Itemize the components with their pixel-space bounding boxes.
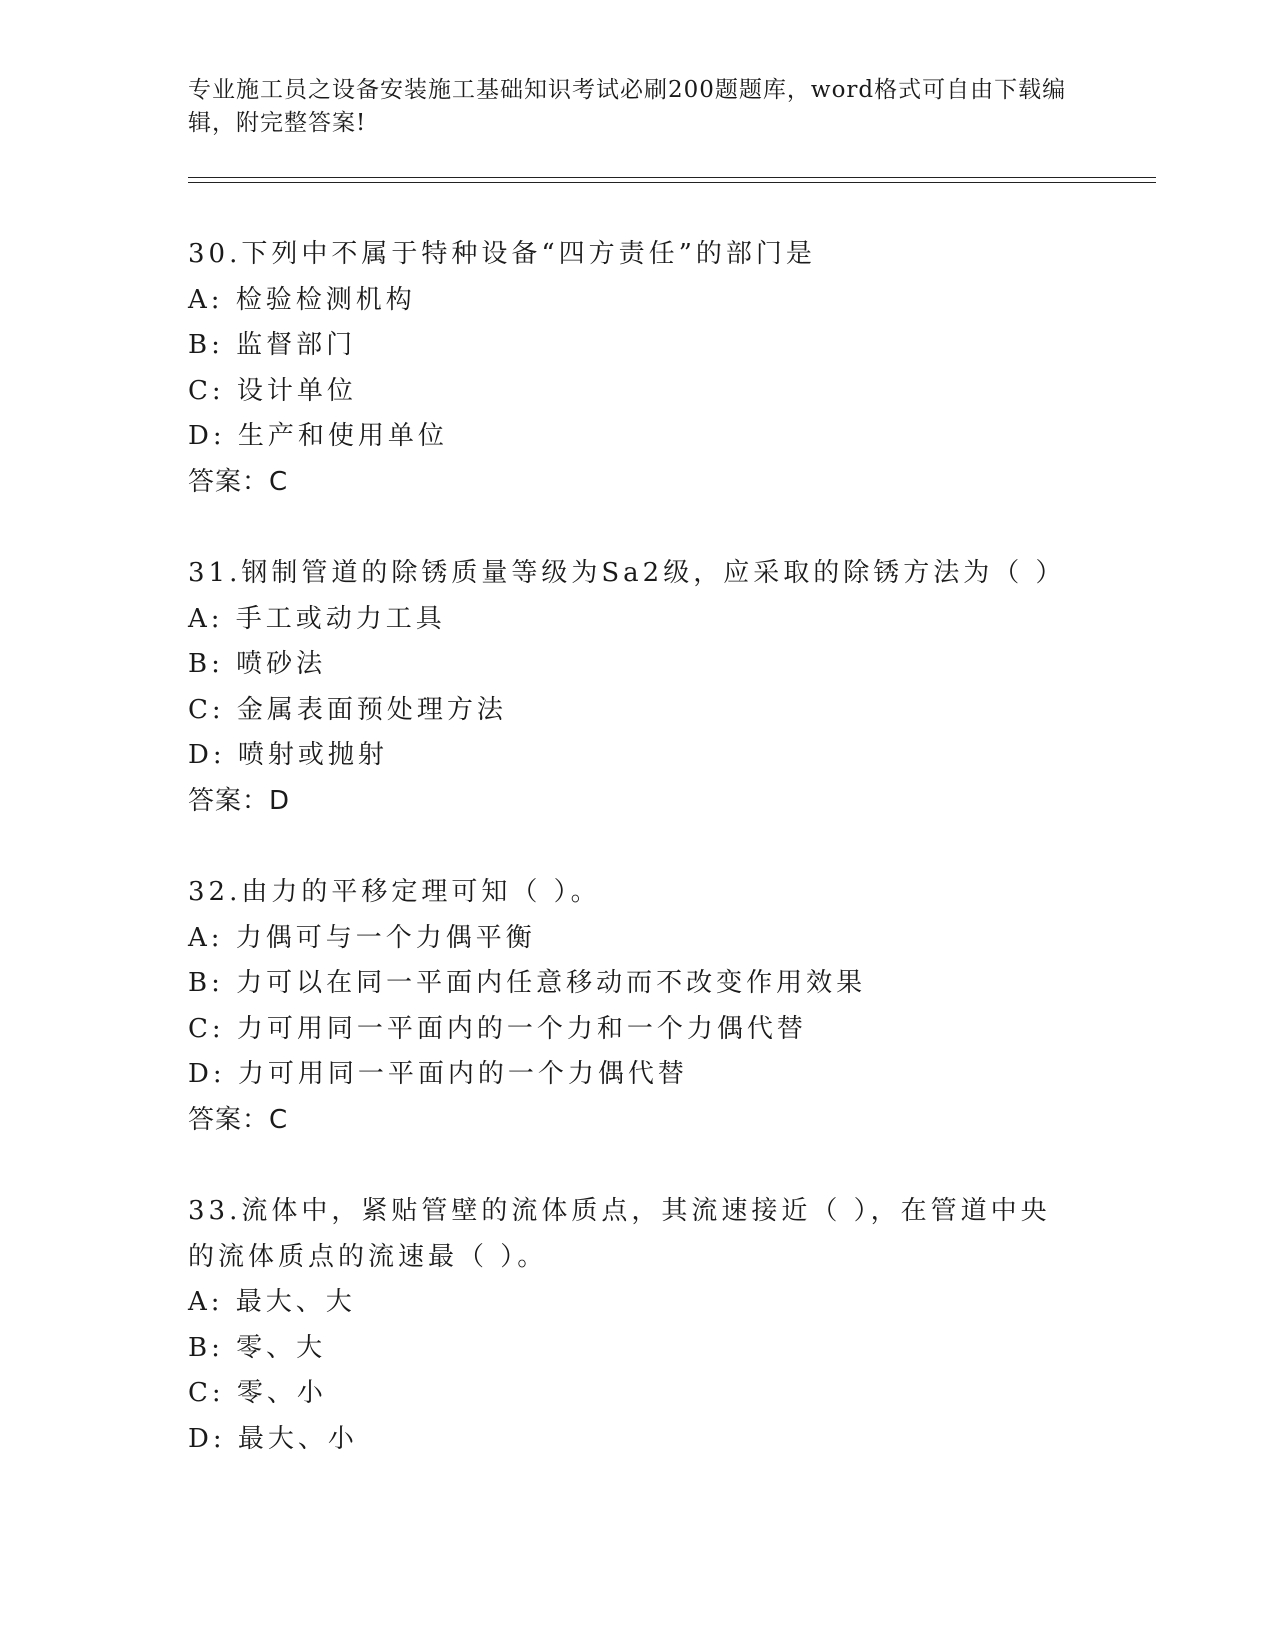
option-b: B: 力可以在同一平面内任意移动而不改变作用效果 [188, 968, 867, 998]
option-b: B: 喷砂法 [188, 649, 327, 679]
question-stem: 31.钢制管道的除锈质量等级为Sa2级，应采取的除锈方法为（ ） [188, 558, 1066, 588]
option-a: A: 检验检测机构 [188, 284, 416, 315]
document-header: 专业施工员之设备安装施工基础知识考试必刷200题题库，word格式可自由下载编辑，附完整答案! [188, 77, 1067, 136]
option-c: C: 设计单位 [188, 375, 357, 406]
option-c: C: 力可用同一平面内的一个力和一个力偶代替 [188, 1013, 807, 1044]
question-32 [188, 870, 1088, 1143]
option-c: C: 金属表面预处理方法 [188, 694, 507, 725]
question-stem: 30.下列中不属于特种设备“四方责任”的部门是 [188, 239, 816, 269]
option-c: C: 零、小 [188, 1378, 327, 1408]
answer-label: 答案：C [188, 466, 289, 497]
question-31 [188, 551, 1088, 824]
answer-label: 答案：D [188, 785, 291, 816]
question-33 [188, 1189, 1088, 1462]
question-stem: 33.流体中，紧贴管壁的流体质点，其流速接近（ ），在管道中央的流体质点的流速最（ ）。 [188, 1196, 1051, 1272]
option-b: B: 监督部门 [188, 330, 357, 360]
option-d: D: 力可用同一平面内的一个力偶代替 [188, 1059, 688, 1089]
option-a: A: 手工或动力工具 [188, 603, 446, 634]
header-divider-top [188, 177, 1156, 178]
answer-label: 答案：C [188, 1104, 289, 1135]
option-a: A: 最大、大 [188, 1287, 356, 1317]
header-divider-bottom [188, 182, 1156, 183]
option-d: D: 生产和使用单位 [188, 421, 448, 451]
option-d: D: 最大、小 [188, 1423, 358, 1454]
question-30 [188, 232, 1088, 505]
option-b: B: 零、大 [188, 1332, 327, 1363]
option-a: A: 力偶可与一个力偶平衡 [188, 922, 536, 953]
option-d: D: 喷射或抛射 [188, 740, 388, 770]
question-stem: 32.由力的平移定理可知（ ）。 [188, 877, 601, 907]
